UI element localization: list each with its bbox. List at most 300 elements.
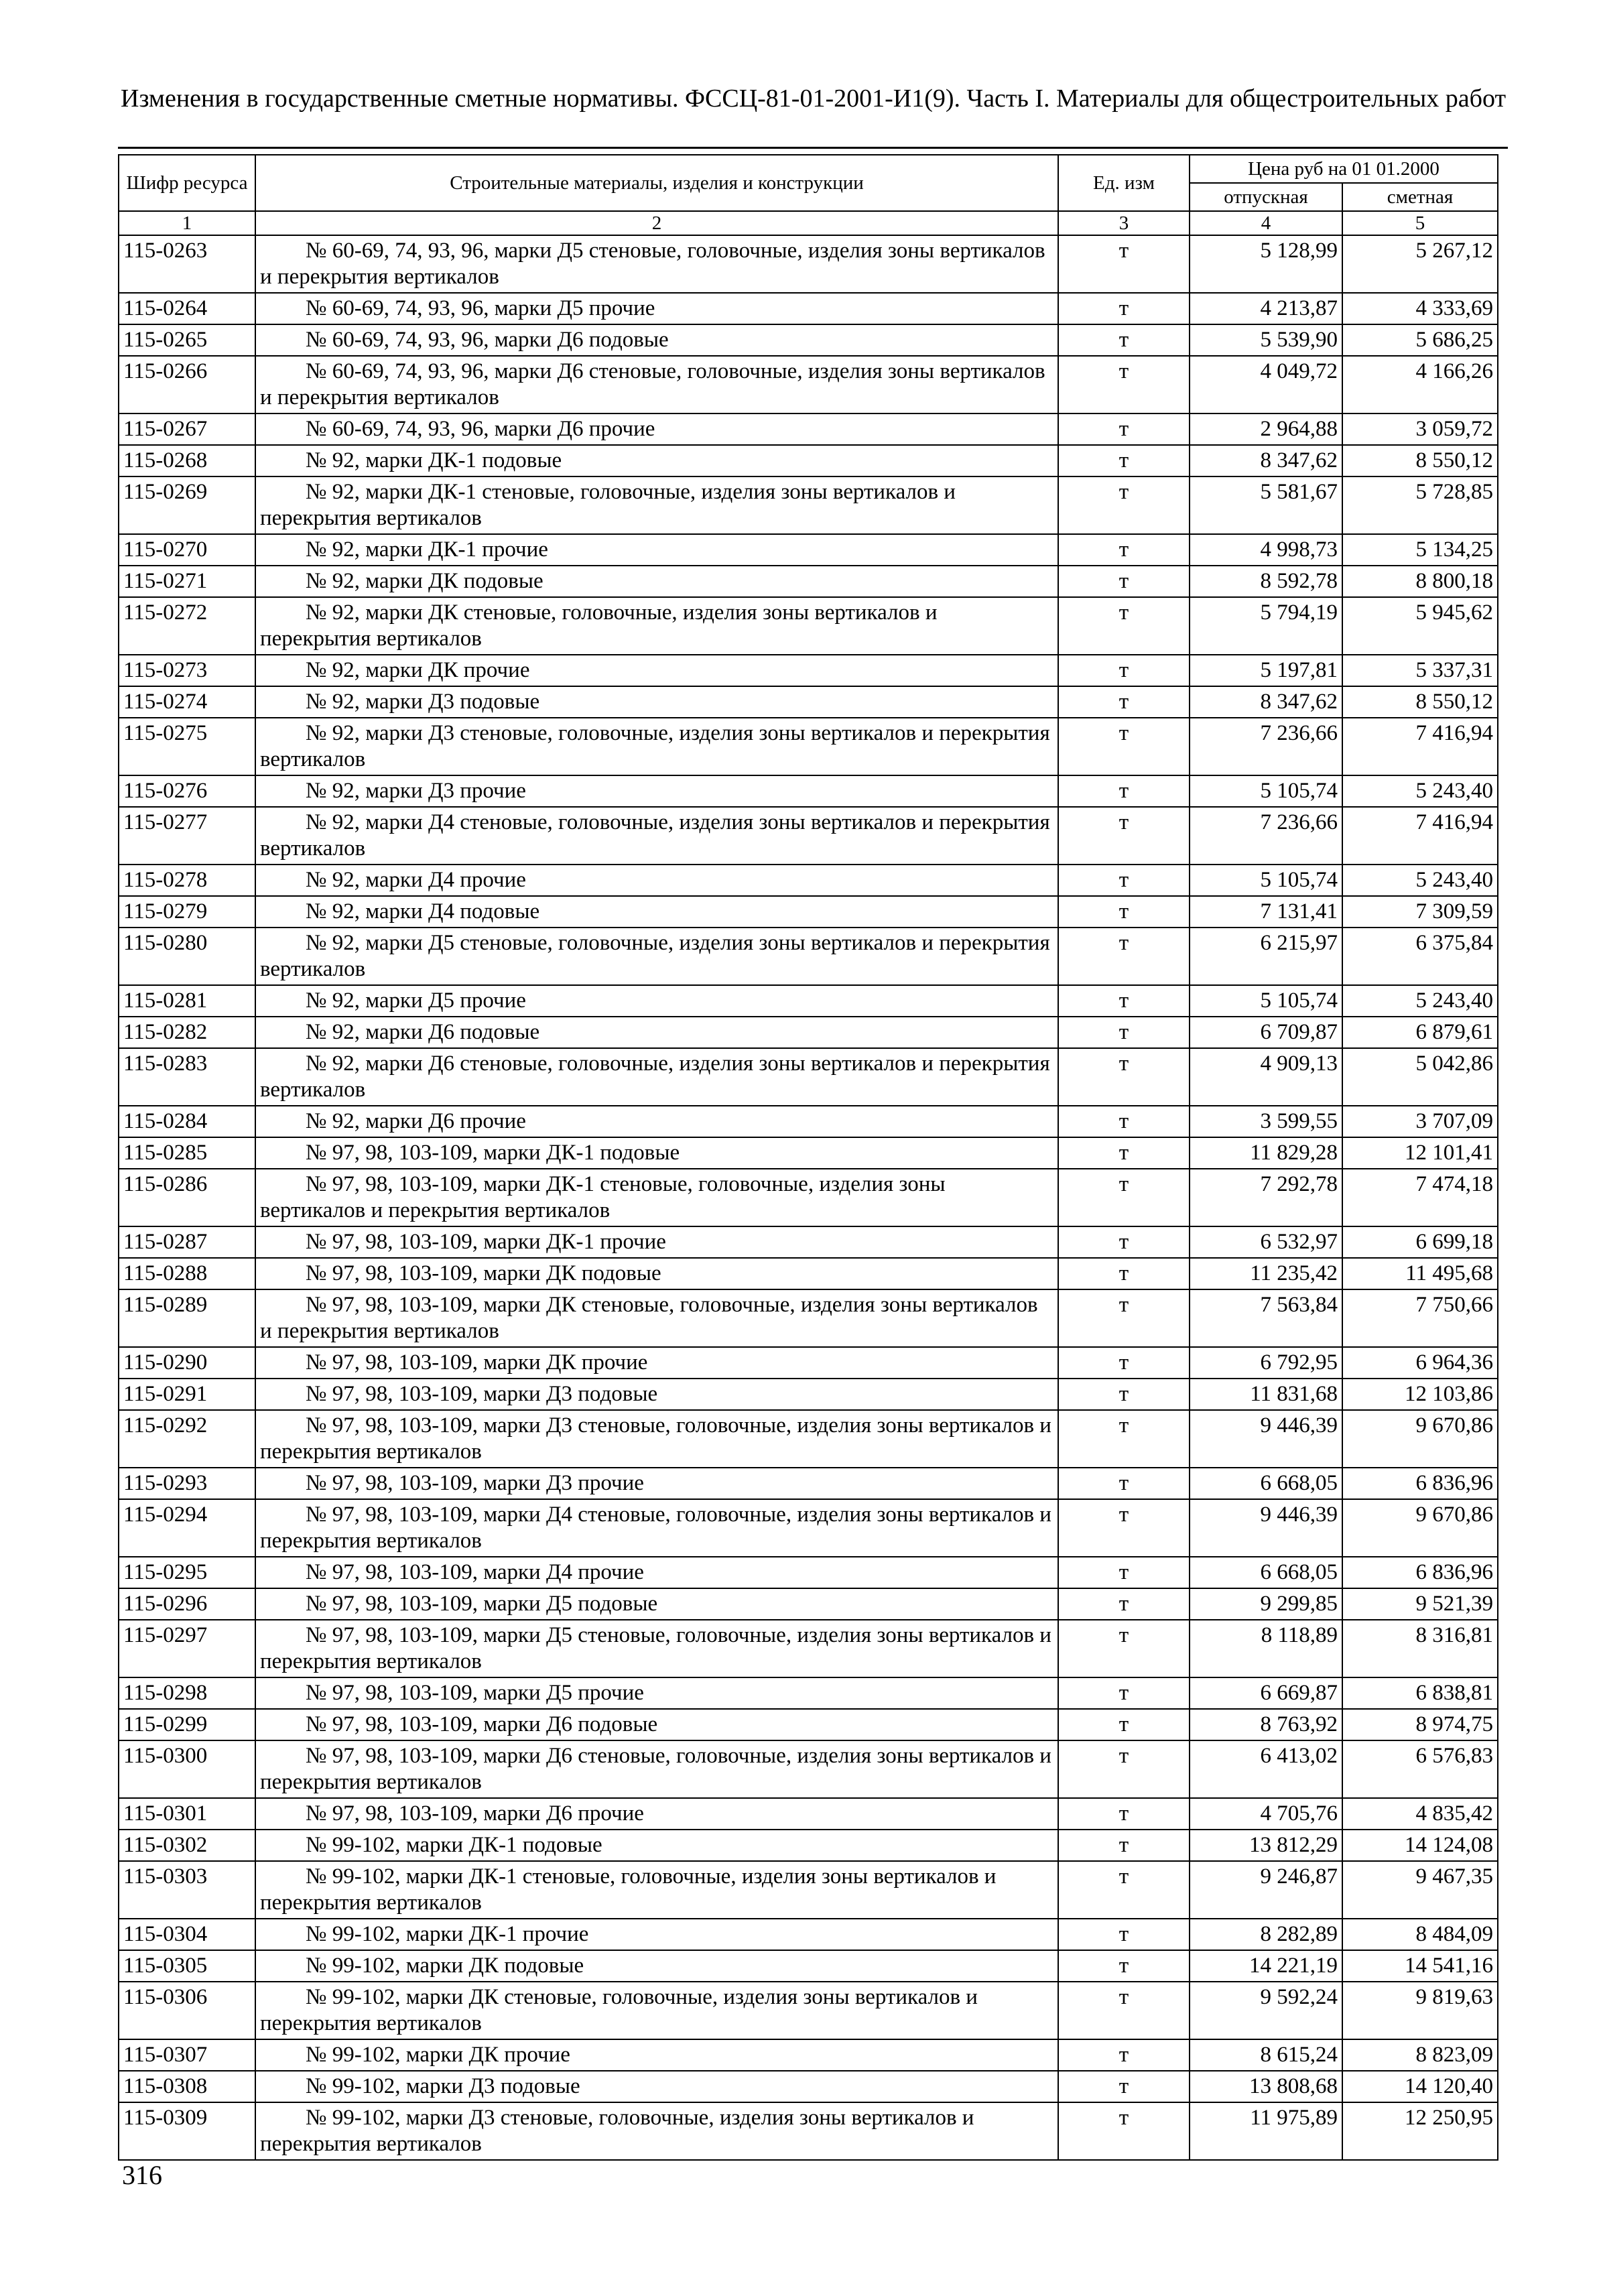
estimate-price-cell: 6 836,96 <box>1342 1468 1498 1499</box>
estimate-price-cell: 12 250,95 <box>1342 2102 1498 2160</box>
table-body <box>119 235 1498 2160</box>
estimate-price-cell: 9 670,86 <box>1342 1499 1498 1557</box>
unit-cell: т <box>1058 324 1190 356</box>
resource-code-cell: 115-0280 <box>119 928 255 985</box>
table-row <box>119 1468 1498 1499</box>
estimate-price-cell: 6 964,36 <box>1342 1347 1498 1379</box>
release-price-cell: 13 808,68 <box>1190 2071 1342 2102</box>
release-price-cell: 5 105,74 <box>1190 775 1342 807</box>
column-number-row <box>119 211 1498 235</box>
release-price-cell: 3 599,55 <box>1190 1106 1342 1137</box>
release-price-cell: 11 975,89 <box>1190 2102 1342 2160</box>
release-price-cell: 6 669,87 <box>1190 1677 1342 1709</box>
resource-code-cell: 115-0308 <box>119 2071 255 2102</box>
material-name-cell: № 99-102, марки Д3 подовые <box>255 2071 1058 2102</box>
release-price-cell: 11 235,42 <box>1190 1258 1342 1289</box>
estimate-price-cell: 12 101,41 <box>1342 1137 1498 1169</box>
release-price-cell: 7 563,84 <box>1190 1289 1342 1347</box>
resource-code-cell: 115-0272 <box>119 597 255 655</box>
table-row <box>119 775 1498 807</box>
estimate-price-cell: 14 541,16 <box>1342 1950 1498 1982</box>
resource-code-cell: 115-0302 <box>119 1830 255 1861</box>
resource-code-cell: 115-0283 <box>119 1048 255 1106</box>
material-name-cell: № 92, марки Д3 прочие <box>255 775 1058 807</box>
unit-cell: т <box>1058 896 1190 928</box>
table-row <box>119 1982 1498 2039</box>
resource-code-cell: 115-0264 <box>119 293 255 324</box>
resource-code-cell: 115-0265 <box>119 324 255 356</box>
estimate-price-cell: 6 836,96 <box>1342 1557 1498 1588</box>
material-name-cell: № 97, 98, 103-109, марки Д5 подовые <box>255 1588 1058 1620</box>
material-name-cell: № 92, марки ДК подовые <box>255 566 1058 597</box>
unit-cell: т <box>1058 1982 1190 2039</box>
unit-cell: т <box>1058 235 1190 293</box>
resource-code-cell: 115-0276 <box>119 775 255 807</box>
estimate-price-cell: 8 550,12 <box>1342 686 1498 718</box>
table-row <box>119 356 1498 413</box>
unit-cell: т <box>1058 1950 1190 1982</box>
unit-cell: т <box>1058 413 1190 445</box>
release-price-cell: 7 236,66 <box>1190 718 1342 775</box>
resource-code-cell: 115-0297 <box>119 1620 255 1677</box>
unit-cell: т <box>1058 1137 1190 1169</box>
estimate-price-cell: 6 879,61 <box>1342 1017 1498 1048</box>
unit-cell: т <box>1058 356 1190 413</box>
resource-code-cell: 115-0277 <box>119 807 255 865</box>
material-name-cell: № 97, 98, 103-109, марки Д4 стеновые, головочные, изделия зоны вертикалов и перекрытия вертикалов <box>255 1499 1058 1557</box>
release-price-cell: 6 532,97 <box>1190 1226 1342 1258</box>
unit-cell: т <box>1058 566 1190 597</box>
unit-cell: т <box>1058 2039 1190 2071</box>
column-header-estimate-price: сметная <box>1342 183 1498 211</box>
material-name-cell: № 92, марки ДК-1 стеновые, головочные, изделия зоны вертикалов и перекрытия вертикалов <box>255 476 1058 534</box>
material-name-cell: № 97, 98, 103-109, марки ДК прочие <box>255 1347 1058 1379</box>
table-row <box>119 1410 1498 1468</box>
material-name-cell: № 92, марки Д5 прочие <box>255 985 1058 1017</box>
estimate-price-cell: 14 120,40 <box>1342 2071 1498 2102</box>
estimate-price-cell: 7 309,59 <box>1342 896 1498 928</box>
estimate-price-cell: 5 243,40 <box>1342 775 1498 807</box>
release-price-cell: 8 118,89 <box>1190 1620 1342 1677</box>
unit-cell: т <box>1058 655 1190 686</box>
release-price-cell: 4 998,73 <box>1190 534 1342 566</box>
page-header-title: Изменения в государственные сметные нормативы. ФССЦ-81-01-2001-И1(9). Часть I. Материалы для общестроительных работ <box>121 84 1507 113</box>
table-row <box>119 1588 1498 1620</box>
material-name-cell: № 60-69, 74, 93, 96, марки Д6 прочие <box>255 413 1058 445</box>
material-name-cell: № 92, марки Д4 прочие <box>255 865 1058 896</box>
estimate-price-cell: 6 375,84 <box>1342 928 1498 985</box>
table-row <box>119 2039 1498 2071</box>
resource-code-cell: 115-0268 <box>119 445 255 476</box>
material-name-cell: № 97, 98, 103-109, марки Д3 прочие <box>255 1468 1058 1499</box>
release-price-cell: 8 347,62 <box>1190 686 1342 718</box>
unit-cell: т <box>1058 1499 1190 1557</box>
release-price-cell: 8 615,24 <box>1190 2039 1342 2071</box>
estimate-price-cell: 9 819,63 <box>1342 1982 1498 2039</box>
resource-code-cell: 115-0300 <box>119 1740 255 1798</box>
resource-code-cell: 115-0279 <box>119 896 255 928</box>
unit-cell: т <box>1058 1919 1190 1950</box>
table-row <box>119 1289 1498 1347</box>
unit-cell: т <box>1058 445 1190 476</box>
resource-code-cell: 115-0282 <box>119 1017 255 1048</box>
resource-code-cell: 115-0303 <box>119 1861 255 1919</box>
unit-cell: т <box>1058 1289 1190 1347</box>
table-row <box>119 1169 1498 1226</box>
unit-cell: т <box>1058 2071 1190 2102</box>
header-divider <box>118 147 1508 149</box>
table-row <box>119 686 1498 718</box>
estimate-price-cell: 8 550,12 <box>1342 445 1498 476</box>
material-name-cell: № 97, 98, 103-109, марки ДК-1 прочие <box>255 1226 1058 1258</box>
material-name-cell: № 99-102, марки ДК стеновые, головочные, изделия зоны вертикалов и перекрытия вертикалов <box>255 1982 1058 2039</box>
unit-cell: т <box>1058 1861 1190 1919</box>
material-name-cell: № 60-69, 74, 93, 96, марки Д6 стеновые, головочные, изделия зоны вертикалов и перекрытия вертикалов <box>255 356 1058 413</box>
release-price-cell: 5 105,74 <box>1190 985 1342 1017</box>
unit-cell: т <box>1058 1258 1190 1289</box>
resource-code-cell: 115-0294 <box>119 1499 255 1557</box>
unit-cell: т <box>1058 1226 1190 1258</box>
unit-cell: т <box>1058 1048 1190 1106</box>
unit-cell: т <box>1058 1588 1190 1620</box>
estimate-price-cell: 5 243,40 <box>1342 865 1498 896</box>
resource-code-cell: 115-0288 <box>119 1258 255 1289</box>
column-header-price-group: Цена руб на 01 01.2000 <box>1190 155 1498 183</box>
unit-cell: т <box>1058 1468 1190 1499</box>
release-price-cell: 8 282,89 <box>1190 1919 1342 1950</box>
materials-price-table <box>118 154 1498 2161</box>
release-price-cell: 5 539,90 <box>1190 324 1342 356</box>
release-price-cell: 6 668,05 <box>1190 1557 1342 1588</box>
unit-cell: т <box>1058 2102 1190 2160</box>
table-row <box>119 597 1498 655</box>
resource-code-cell: 115-0307 <box>119 2039 255 2071</box>
resource-code-cell: 115-0305 <box>119 1950 255 1982</box>
unit-cell: т <box>1058 1169 1190 1226</box>
unit-cell: т <box>1058 686 1190 718</box>
estimate-price-cell: 6 576,83 <box>1342 1740 1498 1798</box>
table-row <box>119 1830 1498 1861</box>
unit-cell: т <box>1058 1347 1190 1379</box>
release-price-cell: 4 049,72 <box>1190 356 1342 413</box>
material-name-cell: № 97, 98, 103-109, марки Д4 прочие <box>255 1557 1058 1588</box>
unit-cell: т <box>1058 928 1190 985</box>
estimate-price-cell: 12 103,86 <box>1342 1379 1498 1410</box>
table-row <box>119 718 1498 775</box>
estimate-price-cell: 8 484,09 <box>1342 1919 1498 1950</box>
estimate-price-cell: 6 699,18 <box>1342 1226 1498 1258</box>
unit-cell: т <box>1058 1017 1190 1048</box>
resource-code-cell: 115-0290 <box>119 1347 255 1379</box>
column-number: 2 <box>255 211 1058 235</box>
table-row <box>119 1258 1498 1289</box>
resource-code-cell: 115-0298 <box>119 1677 255 1709</box>
table-row <box>119 1798 1498 1830</box>
estimate-price-cell: 4 835,42 <box>1342 1798 1498 1830</box>
unit-cell: т <box>1058 807 1190 865</box>
estimate-price-cell: 11 495,68 <box>1342 1258 1498 1289</box>
release-price-cell: 8 763,92 <box>1190 1709 1342 1740</box>
table-row <box>119 865 1498 896</box>
table-row <box>119 2102 1498 2160</box>
table-row <box>119 1919 1498 1950</box>
material-name-cell: № 99-102, марки ДК-1 прочие <box>255 1919 1058 1950</box>
resource-code-cell: 115-0289 <box>119 1289 255 1347</box>
material-name-cell: № 92, марки Д6 стеновые, головочные, изделия зоны вертикалов и перекрытия вертикалов <box>255 1048 1058 1106</box>
resource-code-cell: 115-0281 <box>119 985 255 1017</box>
estimate-price-cell: 5 134,25 <box>1342 534 1498 566</box>
resource-code-cell: 115-0269 <box>119 476 255 534</box>
table-row <box>119 445 1498 476</box>
material-name-cell: № 99-102, марки Д3 стеновые, головочные, изделия зоны вертикалов и перекрытия вертикалов <box>255 2102 1058 2160</box>
material-name-cell: № 99-102, марки ДК прочие <box>255 2039 1058 2071</box>
material-name-cell: № 97, 98, 103-109, марки Д6 подовые <box>255 1709 1058 1740</box>
release-price-cell: 9 592,24 <box>1190 1982 1342 2039</box>
resource-code-cell: 115-0271 <box>119 566 255 597</box>
table-row <box>119 985 1498 1017</box>
unit-cell: т <box>1058 1620 1190 1677</box>
release-price-cell: 8 592,78 <box>1190 566 1342 597</box>
table-row <box>119 655 1498 686</box>
resource-code-cell: 115-0266 <box>119 356 255 413</box>
resource-code-cell: 115-0275 <box>119 718 255 775</box>
table-row <box>119 1950 1498 1982</box>
estimate-price-cell: 8 800,18 <box>1342 566 1498 597</box>
estimate-price-cell: 8 974,75 <box>1342 1709 1498 1740</box>
material-name-cell: № 99-102, марки ДК подовые <box>255 1950 1058 1982</box>
material-name-cell: № 92, марки ДК прочие <box>255 655 1058 686</box>
estimate-price-cell: 5 686,25 <box>1342 324 1498 356</box>
resource-code-cell: 115-0299 <box>119 1709 255 1740</box>
resource-code-cell: 115-0273 <box>119 655 255 686</box>
estimate-price-cell: 7 416,94 <box>1342 807 1498 865</box>
unit-cell: т <box>1058 865 1190 896</box>
release-price-cell: 6 413,02 <box>1190 1740 1342 1798</box>
unit-cell: т <box>1058 775 1190 807</box>
column-header-name: Строительные материалы, изделия и конструкции <box>255 155 1058 211</box>
resource-code-cell: 115-0267 <box>119 413 255 445</box>
release-price-cell: 9 446,39 <box>1190 1499 1342 1557</box>
resource-code-cell: 115-0309 <box>119 2102 255 2160</box>
resource-code-cell: 115-0301 <box>119 1798 255 1830</box>
release-price-cell: 5 105,74 <box>1190 865 1342 896</box>
material-name-cell: № 97, 98, 103-109, марки ДК-1 подовые <box>255 1137 1058 1169</box>
material-name-cell: № 97, 98, 103-109, марки Д3 подовые <box>255 1379 1058 1410</box>
column-number: 1 <box>119 211 255 235</box>
estimate-price-cell: 5 267,12 <box>1342 235 1498 293</box>
release-price-cell: 9 299,85 <box>1190 1588 1342 1620</box>
material-name-cell: № 99-102, марки ДК-1 стеновые, головочные, изделия зоны вертикалов и перекрытия вертикалов <box>255 1861 1058 1919</box>
unit-cell: т <box>1058 1557 1190 1588</box>
material-name-cell: № 60-69, 74, 93, 96, марки Д5 прочие <box>255 293 1058 324</box>
column-number: 5 <box>1342 211 1498 235</box>
table-row <box>119 1677 1498 1709</box>
release-price-cell: 5 128,99 <box>1190 235 1342 293</box>
material-name-cell: № 97, 98, 103-109, марки Д3 стеновые, головочные, изделия зоны вертикалов и перекрытия вертикалов <box>255 1410 1058 1468</box>
unit-cell: т <box>1058 1709 1190 1740</box>
resource-code-cell: 115-0295 <box>119 1557 255 1588</box>
release-price-cell: 13 812,29 <box>1190 1830 1342 1861</box>
estimate-price-cell: 6 838,81 <box>1342 1677 1498 1709</box>
resource-code-cell: 115-0306 <box>119 1982 255 2039</box>
release-price-cell: 11 829,28 <box>1190 1137 1342 1169</box>
estimate-price-cell: 7 416,94 <box>1342 718 1498 775</box>
estimate-price-cell: 3 707,09 <box>1342 1106 1498 1137</box>
table-row <box>119 1740 1498 1798</box>
resource-code-cell: 115-0292 <box>119 1410 255 1468</box>
table-row <box>119 1379 1498 1410</box>
material-name-cell: № 92, марки ДК-1 подовые <box>255 445 1058 476</box>
table-row <box>119 1048 1498 1106</box>
unit-cell: т <box>1058 476 1190 534</box>
material-name-cell: № 92, марки Д6 прочие <box>255 1106 1058 1137</box>
material-name-cell: № 97, 98, 103-109, марки Д6 прочие <box>255 1798 1058 1830</box>
table-row <box>119 896 1498 928</box>
column-number: 4 <box>1190 211 1342 235</box>
table-row <box>119 1137 1498 1169</box>
unit-cell: т <box>1058 534 1190 566</box>
resource-code-cell: 115-0274 <box>119 686 255 718</box>
release-price-cell: 4 909,13 <box>1190 1048 1342 1106</box>
resource-code-cell: 115-0304 <box>119 1919 255 1950</box>
estimate-price-cell: 4 166,26 <box>1342 356 1498 413</box>
unit-cell: т <box>1058 1410 1190 1468</box>
table-row <box>119 293 1498 324</box>
unit-cell: т <box>1058 1106 1190 1137</box>
estimate-price-cell: 9 521,39 <box>1342 1588 1498 1620</box>
release-price-cell: 6 215,97 <box>1190 928 1342 985</box>
column-number: 3 <box>1058 211 1190 235</box>
release-price-cell: 4 213,87 <box>1190 293 1342 324</box>
table-row <box>119 1709 1498 1740</box>
release-price-cell: 5 581,67 <box>1190 476 1342 534</box>
estimate-price-cell: 5 945,62 <box>1342 597 1498 655</box>
resource-code-cell: 115-0270 <box>119 534 255 566</box>
unit-cell: т <box>1058 1677 1190 1709</box>
estimate-price-cell: 9 670,86 <box>1342 1410 1498 1468</box>
unit-cell: т <box>1058 718 1190 775</box>
release-price-cell: 6 668,05 <box>1190 1468 1342 1499</box>
release-price-cell: 6 709,87 <box>1190 1017 1342 1048</box>
table-row <box>119 1106 1498 1137</box>
material-name-cell: № 60-69, 74, 93, 96, марки Д5 стеновые, головочные, изделия зоны вертикалов и перекрытия вертикалов <box>255 235 1058 293</box>
table-row <box>119 566 1498 597</box>
table-row <box>119 1499 1498 1557</box>
table-row <box>119 413 1498 445</box>
resource-code-cell: 115-0278 <box>119 865 255 896</box>
table-row <box>119 476 1498 534</box>
table-row <box>119 2071 1498 2102</box>
material-name-cell: № 92, марки Д4 подовые <box>255 896 1058 928</box>
unit-cell: т <box>1058 1830 1190 1861</box>
table-row <box>119 1861 1498 1919</box>
page-number: 316 <box>122 2160 162 2190</box>
table-row <box>119 1226 1498 1258</box>
release-price-cell: 7 292,78 <box>1190 1169 1342 1226</box>
estimate-price-cell: 4 333,69 <box>1342 293 1498 324</box>
material-name-cell: № 92, марки Д6 подовые <box>255 1017 1058 1048</box>
table-row <box>119 1557 1498 1588</box>
material-name-cell: № 97, 98, 103-109, марки ДК подовые <box>255 1258 1058 1289</box>
table-row <box>119 324 1498 356</box>
material-name-cell: № 92, марки Д3 стеновые, головочные, изделия зоны вертикалов и перекрытия вертикалов <box>255 718 1058 775</box>
table-row <box>119 235 1498 293</box>
table-row <box>119 1347 1498 1379</box>
material-name-cell: № 97, 98, 103-109, марки Д6 стеновые, головочные, изделия зоны вертикалов и перекрытия вертикалов <box>255 1740 1058 1798</box>
unit-cell: т <box>1058 1740 1190 1798</box>
resource-code-cell: 115-0263 <box>119 235 255 293</box>
resource-code-cell: 115-0287 <box>119 1226 255 1258</box>
material-name-cell: № 97, 98, 103-109, марки ДК-1 стеновые, головочные, изделия зоны вертикалов и перекрытия вертикалов <box>255 1169 1058 1226</box>
resource-code-cell: 115-0285 <box>119 1137 255 1169</box>
column-header-release-price: отпускная <box>1190 183 1342 211</box>
estimate-price-cell: 14 124,08 <box>1342 1830 1498 1861</box>
release-price-cell: 7 131,41 <box>1190 896 1342 928</box>
release-price-cell: 6 792,95 <box>1190 1347 1342 1379</box>
resource-code-cell: 115-0291 <box>119 1379 255 1410</box>
table-row <box>119 534 1498 566</box>
material-name-cell: № 92, марки Д5 стеновые, головочные, изделия зоны вертикалов и перекрытия вертикалов <box>255 928 1058 985</box>
column-header-code: Шифр ресурса <box>119 155 255 211</box>
estimate-price-cell: 3 059,72 <box>1342 413 1498 445</box>
estimate-price-cell: 5 337,31 <box>1342 655 1498 686</box>
estimate-price-cell: 9 467,35 <box>1342 1861 1498 1919</box>
table-row <box>119 928 1498 985</box>
column-header-unit: Ед. изм <box>1058 155 1190 211</box>
resource-code-cell: 115-0296 <box>119 1588 255 1620</box>
resource-code-cell: 115-0286 <box>119 1169 255 1226</box>
estimate-price-cell: 7 474,18 <box>1342 1169 1498 1226</box>
material-name-cell: № 92, марки ДК стеновые, головочные, изделия зоны вертикалов и перекрытия вертикалов <box>255 597 1058 655</box>
estimate-price-cell: 8 823,09 <box>1342 2039 1498 2071</box>
unit-cell: т <box>1058 1798 1190 1830</box>
material-name-cell: № 92, марки ДК-1 прочие <box>255 534 1058 566</box>
table-header-row <box>119 155 1498 183</box>
release-price-cell: 11 831,68 <box>1190 1379 1342 1410</box>
table-row <box>119 807 1498 865</box>
material-name-cell: № 97, 98, 103-109, марки Д5 прочие <box>255 1677 1058 1709</box>
material-name-cell: № 92, марки Д3 подовые <box>255 686 1058 718</box>
material-name-cell: № 99-102, марки ДК-1 подовые <box>255 1830 1058 1861</box>
release-price-cell: 14 221,19 <box>1190 1950 1342 1982</box>
unit-cell: т <box>1058 1379 1190 1410</box>
release-price-cell: 8 347,62 <box>1190 445 1342 476</box>
resource-code-cell: 115-0284 <box>119 1106 255 1137</box>
material-name-cell: № 97, 98, 103-109, марки Д5 стеновые, головочные, изделия зоны вертикалов и перекрытия вертикалов <box>255 1620 1058 1677</box>
estimate-price-cell: 8 316,81 <box>1342 1620 1498 1677</box>
release-price-cell: 2 964,88 <box>1190 413 1342 445</box>
estimate-price-cell: 5 042,86 <box>1342 1048 1498 1106</box>
table-row <box>119 1017 1498 1048</box>
release-price-cell: 5 197,81 <box>1190 655 1342 686</box>
release-price-cell: 4 705,76 <box>1190 1798 1342 1830</box>
release-price-cell: 9 446,39 <box>1190 1410 1342 1468</box>
release-price-cell: 5 794,19 <box>1190 597 1342 655</box>
release-price-cell: 9 246,87 <box>1190 1861 1342 1919</box>
table-row <box>119 1620 1498 1677</box>
estimate-price-cell: 7 750,66 <box>1342 1289 1498 1347</box>
material-name-cell: № 97, 98, 103-109, марки ДК стеновые, головочные, изделия зоны вертикалов и перекрытия вертикалов <box>255 1289 1058 1347</box>
release-price-cell: 7 236,66 <box>1190 807 1342 865</box>
estimate-price-cell: 5 728,85 <box>1342 476 1498 534</box>
estimate-price-cell: 5 243,40 <box>1342 985 1498 1017</box>
unit-cell: т <box>1058 597 1190 655</box>
material-name-cell: № 60-69, 74, 93, 96, марки Д6 подовые <box>255 324 1058 356</box>
resource-code-cell: 115-0293 <box>119 1468 255 1499</box>
material-name-cell: № 92, марки Д4 стеновые, головочные, изделия зоны вертикалов и перекрытия вертикалов <box>255 807 1058 865</box>
unit-cell: т <box>1058 293 1190 324</box>
unit-cell: т <box>1058 985 1190 1017</box>
